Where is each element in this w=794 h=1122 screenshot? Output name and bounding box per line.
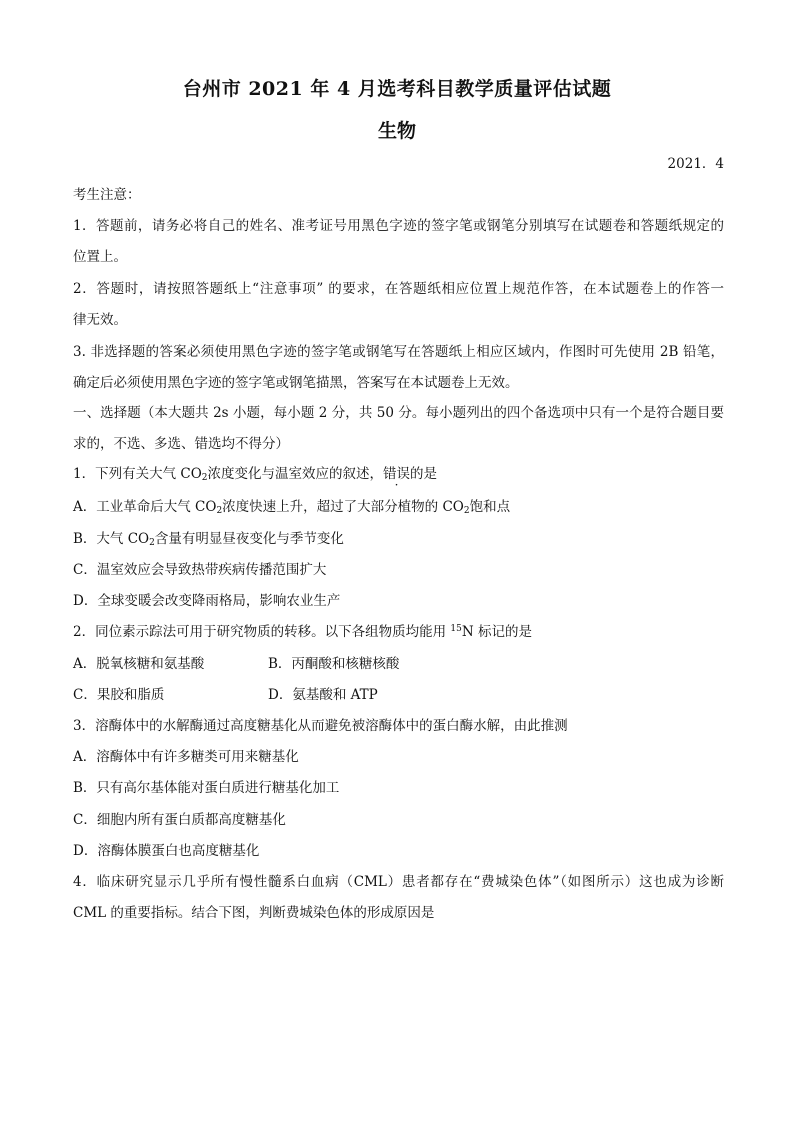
notice-line: 3. 非选择题的答案必须使用黑色字迹的签字笔或钢笔写在答题纸上相应区域内，作图时可先使用 2B 铅笔， <box>73 344 724 360</box>
notice-line: 2．答题时，请按照答题纸上“注意事项” 的要求，在答题纸相应位置上规范作答，在本试题卷上的作答一 <box>73 281 724 297</box>
question-2-stem: 2．同位素示踪法可用于研究物质的转移。以下各组物质均能用 $^{15}$N 标记的是 <box>73 624 532 640</box>
notice-heading: 考生注意： <box>73 187 141 203</box>
notice-line: 确定后必须使用黑色字迹的签字笔或钢笔描黑，答案写在本试题卷上无效。 <box>73 375 519 391</box>
question-1-stem: 1．下列有关大气 $CO_2$浓度变化与温室效应的叙述，错误的是 <box>73 466 438 483</box>
exam-subject: 生物 <box>377 120 416 142</box>
section-heading-cont: 求的，不选、多选、错选均不得分） <box>73 436 289 452</box>
question-3-option-b: B．只有高尔基体能对蛋白质进行糖基化加工 <box>73 780 340 796</box>
question-1-option-a: A．工业革命后大气 $CO_2$浓度快速上升，超过了大部分植物的 $CO_2$饱和点 <box>73 499 511 516</box>
question-2-option-d: D．氨基酸和 ATP <box>268 687 378 703</box>
question-1-option-c: C．温室效应会导致热带疾病传播范围扩大 <box>73 562 327 578</box>
question-3-option-c: C．细胞内所有蛋白质都高度糖基化 <box>73 812 286 828</box>
notice-line: 律无效。 <box>73 312 127 328</box>
question-4-stem-cont: CML 的重要指标。结合下图，判断费城染色体的形成原因是 <box>73 905 435 921</box>
question-2-option-b: B．丙酮酸和核糖核酸 <box>268 656 400 672</box>
notice-line: 1．答题前，请务必将自己的姓名、准考证号用黑色字迹的签字笔或钢笔分别填写在试题卷和答题纸规定的 <box>73 218 724 234</box>
exam-date: 2021．4 <box>667 156 724 172</box>
exam-title: 台州市 2021 年 4 月选考科目教学质量评估试题 <box>182 78 612 100</box>
question-1-option-d: D．全球变暖会改变降雨格局，影响农业生产 <box>73 593 341 609</box>
question-2-option-a: A．脱氧核糖和氨基酸 <box>73 656 205 672</box>
question-3-option-a: A．溶酶体中有许多糖类可用来糖基化 <box>73 749 299 765</box>
question-2-option-c: C．果胶和脂质 <box>73 687 165 703</box>
question-3-stem: 3．溶酶体中的水解酶通过高度糖基化从而避免被溶酶体中的蛋白酶水解，由此推测 <box>73 718 568 734</box>
emphasis-dot-wrong: 错误 <box>383 466 411 482</box>
question-1-option-b: B．大气 $CO_2$含量有明显昼夜变化与季节变化 <box>73 531 344 548</box>
question-3-option-d: D．溶酶体膜蛋白也高度糖基化 <box>73 843 260 859</box>
section-heading: 一、选择题（本大题共 2s 小题，每小题 2 分，共 50 分。每小题列出的四个备选项中只有一个是符合题目要 <box>73 405 724 421</box>
question-4-stem: 4．临床研究显示几乎所有慢性髓系白血病（CML）患者都存在“费城染色体”（如图所示）这也成为诊断 <box>73 874 724 890</box>
notice-line: 位置上。 <box>73 249 127 265</box>
